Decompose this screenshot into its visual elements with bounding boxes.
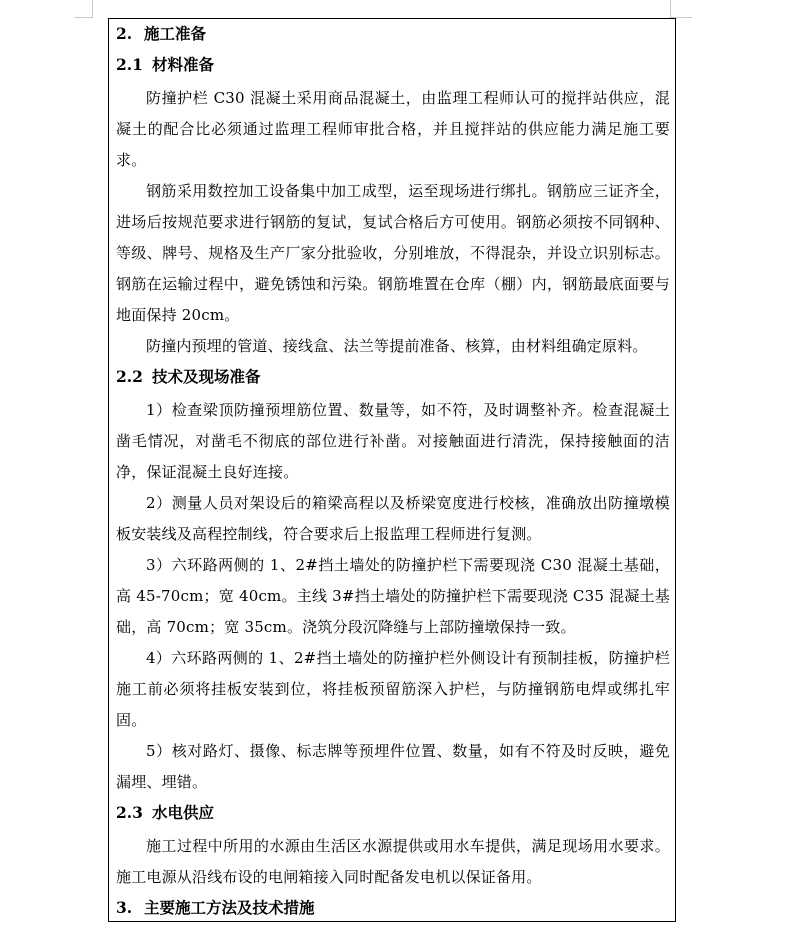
section-number: 2.1 bbox=[116, 55, 143, 74]
document-table-cell bbox=[108, 18, 676, 922]
section-heading-3 bbox=[116, 896, 670, 927]
paragraph-item-4: 4）六环路两侧的 1、2#挡土墙处的防撞护栏外侧设计有预制挂板，防撞护栏施工前必须将挂板安装到位，将挂板预留筋深入护栏，与防撞钢筋电焊或绑扎牢固。 bbox=[116, 649, 670, 729]
crop-mark-right-vertical bbox=[670, 0, 671, 18]
section-heading-2-2 bbox=[116, 365, 670, 396]
document-body bbox=[116, 22, 670, 927]
section-title: 施工准备 bbox=[144, 24, 207, 43]
paragraph-item-3: 3）六环路两侧的 1、2#挡土墙处的防撞护栏下需要现浇 C30 混凝土基础，高 45-70cm；宽 40cm。主线 3#挡土墙处的防撞护栏下需要现浇 C35 混凝土基础，高 70cm；宽 35cm。浇筑分段沉降缝与上部防撞墩保持一致。 bbox=[116, 556, 670, 636]
crop-mark-left-vertical bbox=[92, 0, 93, 18]
section-title: 技术及现场准备 bbox=[152, 367, 261, 386]
section-number: 2.2 bbox=[116, 367, 143, 386]
section-title: 材料准备 bbox=[152, 55, 215, 74]
paragraph-water-power: 施工过程中所用的水源由生活区水源提供或用水车提供，满足现场用水要求。施工电源从沿线布设的电闸箱接入同时配备发电机以保证备用。 bbox=[116, 837, 670, 886]
paragraph-rebar: 钢筋采用数控加工设备集中加工成型，运至现场进行绑扎。钢筋应三证齐全，进场后按规范要求进行钢筋的复试，复试合格后方可使用。钢筋必须按不同钢种、等级、牌号、规格及生产厂家分批验收，分别堆放，不得混杂，并设立识别标志。钢筋在运输过程中，避免锈蚀和污染。钢筋堆置在仓库（棚）内，钢筋最底面要与地面保持 20cm。 bbox=[116, 182, 670, 324]
paragraph-embedded-parts: 防撞内预埋的管道、接线盒、法兰等提前准备、核算，由材料组确定原料。 bbox=[146, 337, 648, 355]
section-number: 3. bbox=[116, 898, 133, 917]
section-title: 水电供应 bbox=[152, 803, 215, 822]
paragraph-concrete-supply: 防撞护栏 C30 混凝土采用商品混凝土，由监理工程师认可的搅拌站供应，混凝土的配合比必须通过监理工程师审批合格，并且搅拌站的供应能力满足施工要求。 bbox=[116, 89, 670, 169]
paragraph-item-1: 1）检查梁顶防撞预埋筋位置、数量等，如不符，及时调整补齐。检查混凝土凿毛情况，对凿毛不彻底的部位进行补凿。对接触面进行清洗，保持接触面的洁净，保证混凝土良好连接。 bbox=[116, 401, 670, 481]
paragraph-item-5: 5）核对路灯、摄像、标志牌等预埋件位置、数量，如有不符及时反映，避免漏埋、埋错。 bbox=[116, 742, 670, 791]
section-heading-2-3 bbox=[116, 801, 670, 832]
section-number: 2. bbox=[116, 24, 133, 43]
section-number: 2.3 bbox=[116, 803, 143, 822]
crop-mark-left-horizontal bbox=[74, 17, 93, 18]
section-heading-2 bbox=[116, 22, 670, 53]
paragraph-item-2: 2）测量人员对架设后的箱梁高程以及桥梁宽度进行校核，准确放出防撞墩模板安装线及高程控制线，符合要求后上报监理工程师进行复测。 bbox=[116, 494, 670, 543]
section-heading-2-1 bbox=[116, 53, 670, 84]
section-title: 主要施工方法及技术措施 bbox=[144, 898, 315, 917]
